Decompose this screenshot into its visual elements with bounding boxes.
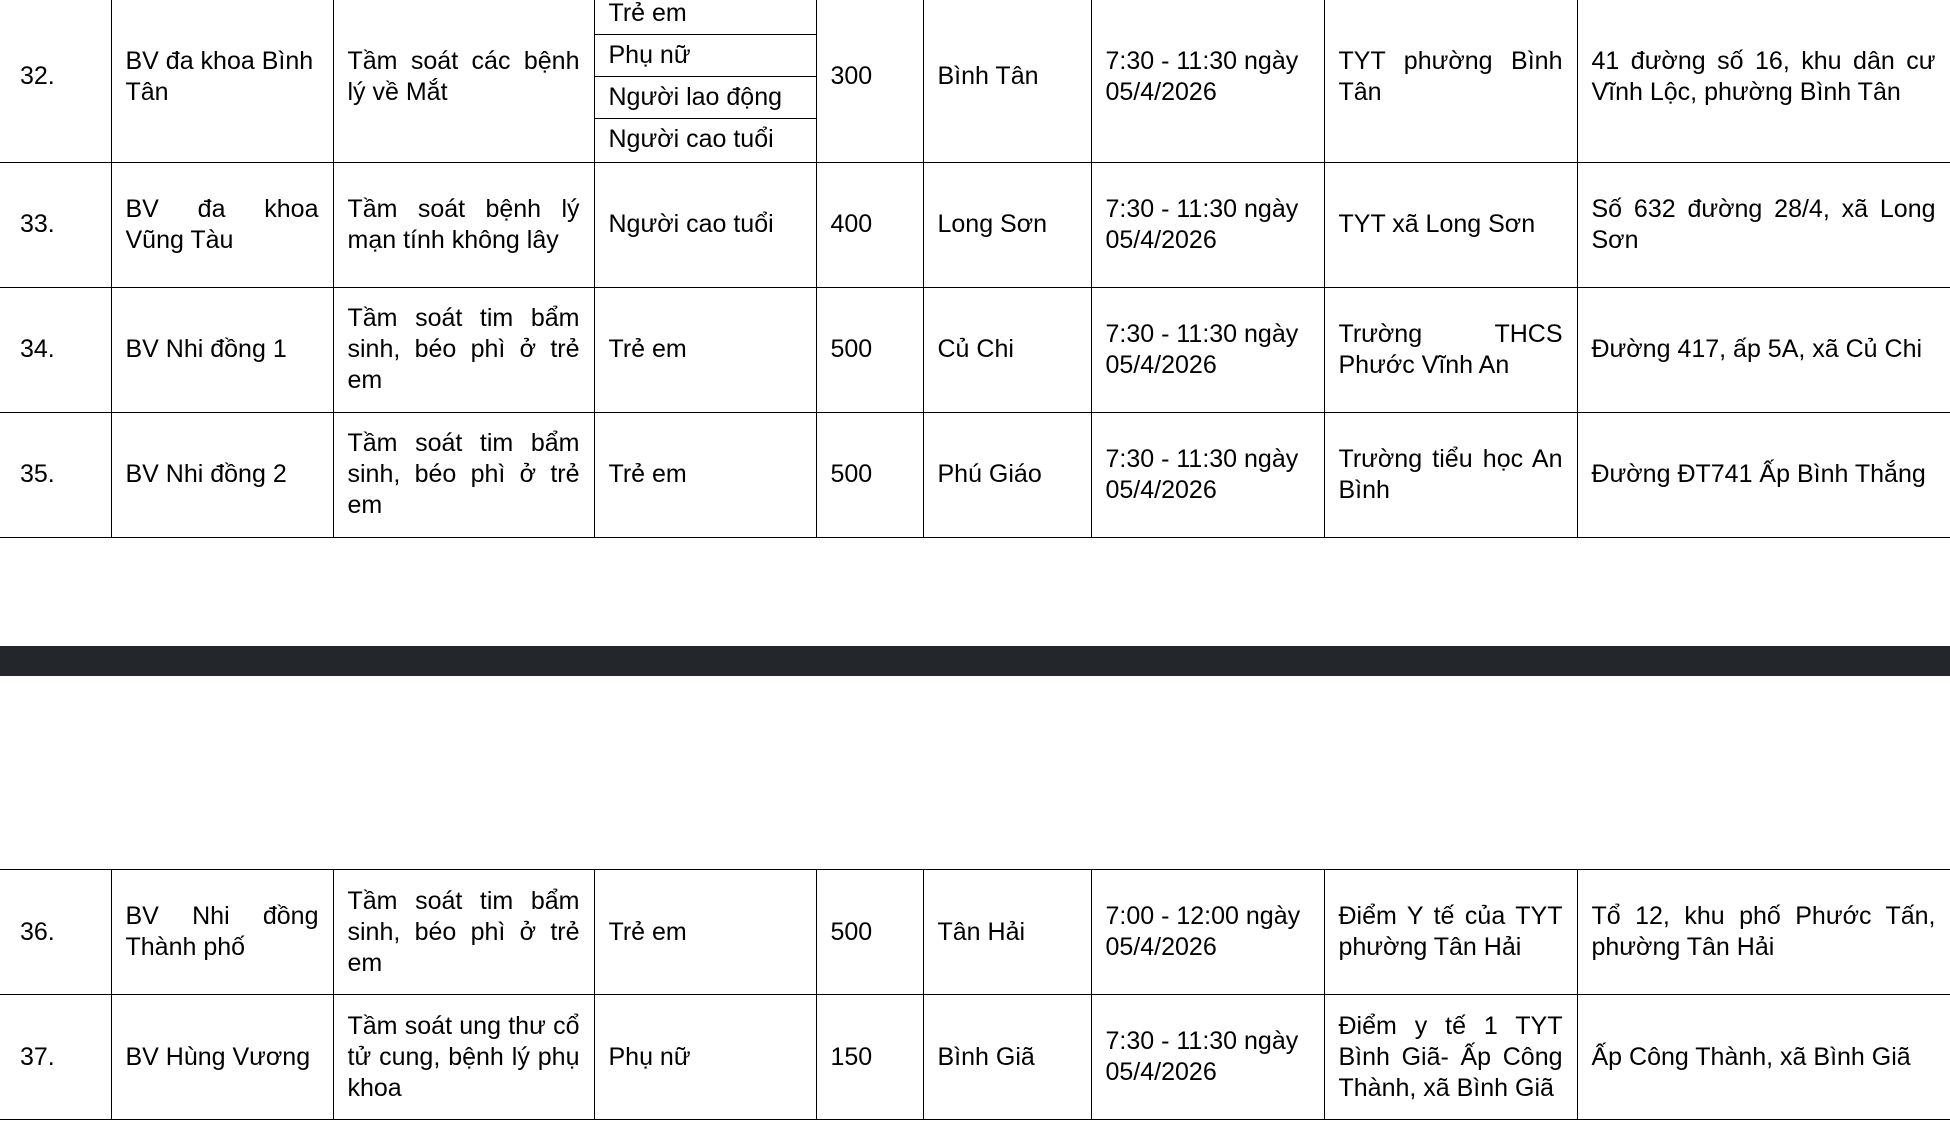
target-group-cell: Trẻ em (594, 870, 816, 995)
count-cell: 300 (816, 0, 923, 162)
target-group-cell: Trẻ em (594, 287, 816, 412)
target-group-cell (594, 0, 816, 162)
time-cell: 7:30 - 11:30 ngày 05/4/2026 (1091, 995, 1324, 1120)
page-break-band (0, 646, 1950, 676)
time-cell: 7:30 - 11:30 ngày 05/4/2026 (1091, 162, 1324, 287)
row-number: 32. (0, 0, 111, 162)
hospital-cell: BV đa khoa Bình Tân (111, 0, 333, 162)
table-row (0, 870, 1950, 995)
table-row (0, 412, 1950, 537)
content-cell: Tầm soát bệnh lý mạn tính không lây (333, 162, 594, 287)
target-group-cell: Người cao tuổi (594, 162, 816, 287)
content-cell: Tầm soát tim bẩm sinh, béo phì ở trẻ em (333, 287, 594, 412)
hospital-cell: BV Nhi đồng Thành phố (111, 870, 333, 995)
row-number: 35. (0, 412, 111, 537)
hospital-cell: BV Nhi đồng 1 (111, 287, 333, 412)
unit-cell: Điểm y tế 1 TYT Bình Giã- Ấp Công Thành, xã Bình Giã (1324, 995, 1577, 1120)
count-cell: 500 (816, 412, 923, 537)
area-cell: Long Sơn (923, 162, 1091, 287)
address-cell: Số 632 đường 28/4, xã Long Sơn (1577, 162, 1950, 287)
schedule-table-bottom (0, 869, 1950, 1120)
target-group-list (595, 0, 816, 160)
unit-cell: Trường tiểu học An Bình (1324, 412, 1577, 537)
unit-cell: TYT phường Bình Tân (1324, 0, 1577, 162)
schedule-table-top (0, 0, 1950, 538)
table-row (0, 0, 1950, 162)
unit-cell: TYT xã Long Sơn (1324, 162, 1577, 287)
hospital-cell: BV Nhi đồng 2 (111, 412, 333, 537)
row-number: 34. (0, 287, 111, 412)
hospital-cell: BV đa khoa Vũng Tàu (111, 162, 333, 287)
address-cell: Ấp Công Thành, xã Bình Giã (1577, 995, 1950, 1120)
count-cell: 500 (816, 287, 923, 412)
target-group-cell: Phụ nữ (594, 995, 816, 1120)
address-cell: Đường ĐT741 Ấp Bình Thắng (1577, 412, 1950, 537)
table-row (0, 287, 1950, 412)
target-group-item: Người lao động (595, 77, 816, 119)
count-cell: 400 (816, 162, 923, 287)
target-group-item: Người cao tuổi (608, 125, 774, 154)
area-cell: Củ Chi (923, 287, 1091, 412)
target-group-item: Trẻ em (595, 0, 816, 35)
address-cell: 41 đường số 16, khu dân cư Vĩnh Lộc, phường Bình Tân (1577, 0, 1950, 162)
count-cell: 500 (816, 870, 923, 995)
unit-cell: Trường THCS Phước Vĩnh An (1324, 287, 1577, 412)
count-cell: 150 (816, 995, 923, 1120)
area-cell: Bình Giã (923, 995, 1091, 1120)
time-cell: 7:30 - 11:30 ngày 05/4/2026 (1091, 0, 1324, 162)
area-cell: Bình Tân (923, 0, 1091, 162)
content-cell: Tầm soát các bệnh lý về Mắt (333, 0, 594, 162)
content-cell: Tầm soát tim bẩm sinh, béo phì ở trẻ em (333, 412, 594, 537)
area-cell: Phú Giáo (923, 412, 1091, 537)
time-cell: 7:30 - 11:30 ngày 05/4/2026 (1091, 412, 1324, 537)
row-number: 33. (0, 162, 111, 287)
content-cell: Tầm soát ung thư cổ tử cung, bệnh lý phụ khoa (333, 995, 594, 1120)
target-group-cell: Trẻ em (594, 412, 816, 537)
hospital-cell: BV Hùng Vương (111, 995, 333, 1120)
address-cell: Đường 417, ấp 5A, xã Củ Chi (1577, 287, 1950, 412)
row-number: 37. (0, 995, 111, 1120)
table-row (0, 995, 1950, 1120)
time-cell: 7:00 - 12:00 ngày 05/4/2026 (1091, 870, 1324, 995)
target-group-item: Phụ nữ (595, 35, 816, 77)
time-cell: 7:30 - 11:30 ngày 05/4/2026 (1091, 287, 1324, 412)
content-cell: Tầm soát tim bẩm sinh, béo phì ở trẻ em (333, 870, 594, 995)
unit-cell: Điểm Y tế của TYT phường Tân Hải (1324, 870, 1577, 995)
address-cell: Tổ 12, khu phố Phước Tấn, phường Tân Hải (1577, 870, 1950, 995)
area-cell: Tân Hải (923, 870, 1091, 995)
table-row (0, 162, 1950, 287)
row-number: 36. (0, 870, 111, 995)
